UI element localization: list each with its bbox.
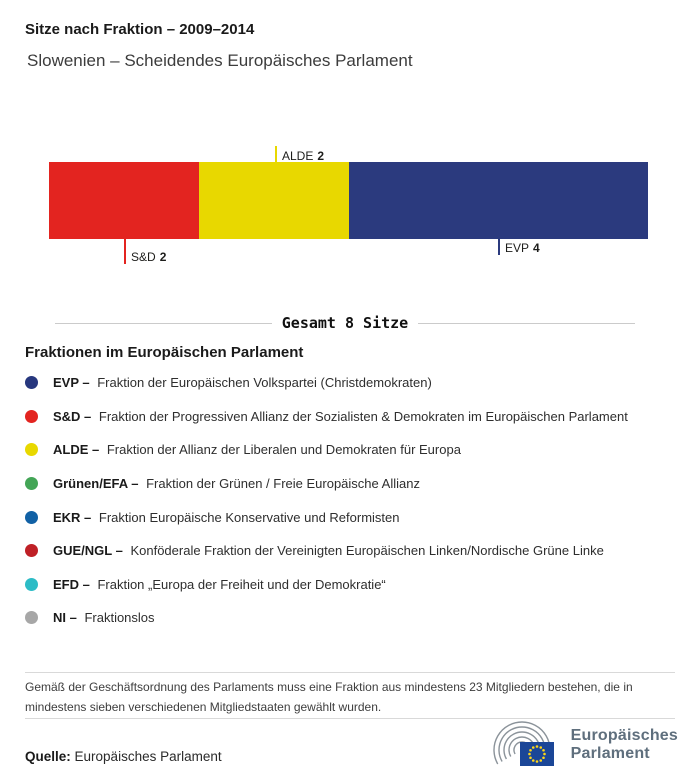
legend-list xyxy=(25,366,680,635)
legend-desc: Fraktion der Progressiven Allianz der Sozialisten & Demokraten im Europäischen Parlament xyxy=(95,408,628,424)
divider-line-right xyxy=(418,323,635,324)
legend-item xyxy=(25,534,680,568)
legend-color-dot-icon xyxy=(25,511,38,524)
alde-annotation xyxy=(282,149,324,163)
legend-item xyxy=(25,467,680,501)
total-seats-divider xyxy=(55,314,635,332)
legend-abbr: GUE/NGL – xyxy=(53,543,123,559)
legend-color-dot-icon xyxy=(25,477,38,490)
legend-color-dot-icon xyxy=(25,611,38,624)
sd-annotation xyxy=(131,250,166,264)
evp-annotation xyxy=(505,241,540,255)
legend-item xyxy=(25,366,680,400)
footnote-divider-top xyxy=(25,672,675,673)
legend-desc: Fraktion Europäische Konservative und Reformisten xyxy=(95,509,400,525)
sd-value: 2 xyxy=(159,250,167,264)
legend-title: Fraktionen im Europäischen Parlament xyxy=(25,344,304,361)
sd-tick xyxy=(124,239,126,264)
logo-wordmark xyxy=(571,727,678,764)
bar-segment-alde xyxy=(199,162,349,239)
alde-value: 2 xyxy=(317,149,325,163)
legend-abbr: ALDE – xyxy=(53,442,100,458)
divider-line-left xyxy=(55,323,272,324)
legend-abbr: EFD – xyxy=(53,576,90,592)
legend-desc: Fraktionslos xyxy=(80,610,155,626)
legend-item xyxy=(25,400,680,434)
legend-desc: Fraktion „Europa der Freiheit und der Demokratie“ xyxy=(93,576,386,592)
legend-item xyxy=(25,601,680,635)
legend-desc: Fraktion der Allianz der Liberalen und Demokraten für Europa xyxy=(103,442,461,458)
bar-segment-s-d xyxy=(49,162,199,239)
sd-label: S&D xyxy=(131,250,156,264)
evp-label: EVP xyxy=(505,241,530,255)
logo-line2: Parlament xyxy=(570,745,650,762)
source-label: Quelle: xyxy=(25,749,71,764)
legend-desc: Konföderale Fraktion der Vereinigten Europäischen Linken/Nordische Grüne Linke xyxy=(126,543,604,559)
legend-abbr: Grünen/EFA – xyxy=(53,476,139,492)
source-value: Europäisches Parlament xyxy=(74,749,222,764)
seat-bar xyxy=(49,162,648,239)
bar-segment-evp xyxy=(349,162,649,239)
legend-abbr: EVP – xyxy=(53,375,90,391)
footnote-text: Gemäß der Geschäftsordnung des Parlaments muss eine Fraktion aus mindestens 23 Mitgliedern bestehen, die in mindestens sieben verschiedenen Mitgliedstaaten gewählt wurden. xyxy=(25,680,633,714)
legend-desc: Fraktion der Grünen / Freie Europäische Allianz xyxy=(142,476,420,492)
evp-value: 4 xyxy=(533,241,540,255)
legend-color-dot-icon xyxy=(25,376,38,389)
legend-color-dot-icon xyxy=(25,410,38,423)
eu-hemicycle-icon xyxy=(482,720,564,770)
legend-color-dot-icon xyxy=(25,544,38,557)
legend-abbr: EKR – xyxy=(53,509,92,525)
legend-item xyxy=(25,433,680,467)
evp-tick xyxy=(498,239,500,255)
chart-subtitle: Slowenien – Scheidendes Europäisches Parlament xyxy=(27,51,413,70)
legend-desc: Fraktion der Europäischen Volkspartei (Christdemokraten) xyxy=(93,375,432,391)
alde-tick xyxy=(275,146,277,163)
alde-label: ALDE xyxy=(282,149,314,163)
footnote-divider-bottom xyxy=(25,718,675,719)
chart-title: Sitze nach Fraktion – 2009–2014 xyxy=(25,21,255,38)
legend-item xyxy=(25,500,680,534)
total-seats-label: Gesamt 8 Sitze xyxy=(281,314,409,332)
logo-line1: Europäisches xyxy=(570,726,678,744)
source-line xyxy=(25,749,222,764)
legend-abbr: S&D – xyxy=(53,408,92,424)
legend-item xyxy=(25,568,680,602)
legend-color-dot-icon xyxy=(25,443,38,456)
legend-color-dot-icon xyxy=(25,578,38,591)
european-parliament-logo xyxy=(482,720,678,770)
legend-abbr: NI – xyxy=(53,610,77,626)
